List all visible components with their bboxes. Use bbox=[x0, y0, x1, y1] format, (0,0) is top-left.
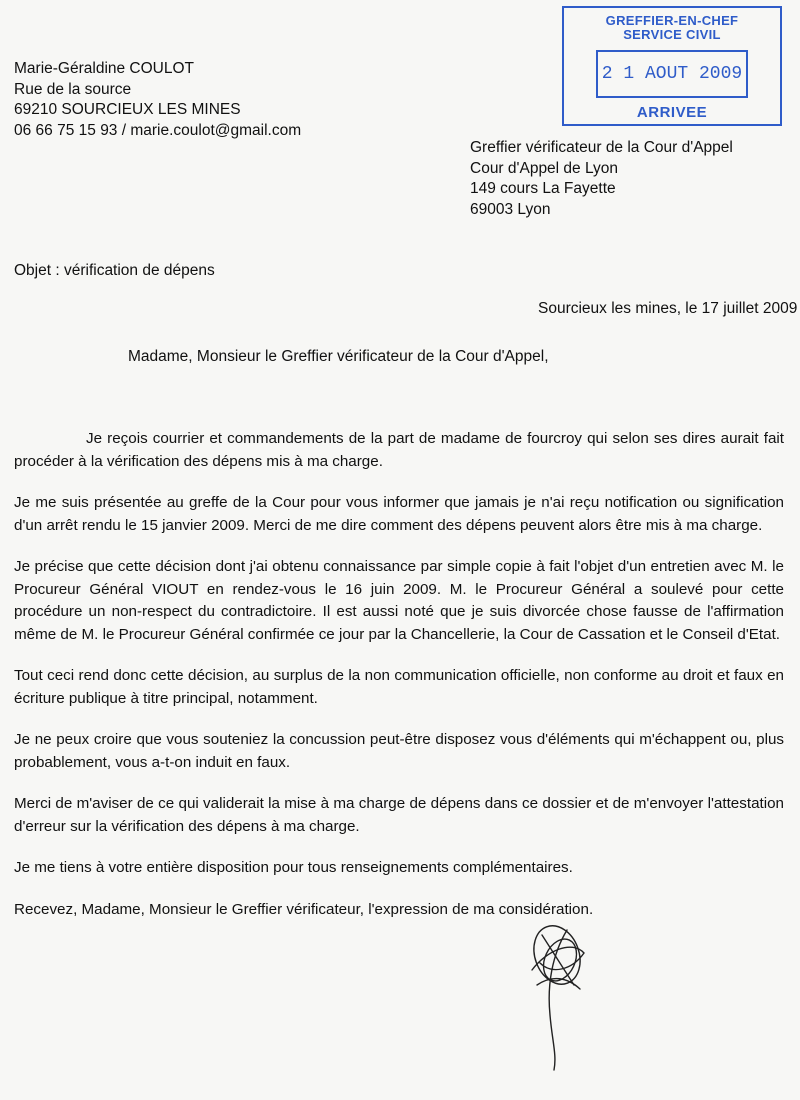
recipient-address bbox=[470, 138, 733, 220]
place-and-date: Sourcieux les mines, le 17 juillet 2009 bbox=[538, 300, 798, 317]
body-paragraph-1: Je reçois courrier et commandements de la part de madame de fourcroy qui selon ses dires aurait fait procéder à la vérification des dépens mis à ma charge. bbox=[14, 430, 784, 470]
body-paragraph-3: Je précise que cette décision dont j'ai obtenu connaissance par simple copie à fait l'objet d'un entretien avec M. le Procureur Général VIOUT en rendez-vous le 16 juin 2009. M. le Procureur Général a soulevé pour cette procédure un non-respect du contradictoire. Il est aussi noté que je suis divorcée chose fausse de l'affirmation même de M. le Procureur Général confirmée ce jour par la Chancellerie, la Cour de Cassation et le Conseil d'Etat. bbox=[14, 558, 784, 643]
recipient-line-3: 149 cours La Fayette bbox=[470, 180, 616, 197]
salutation: Madame, Monsieur le Greffier vérificateur de la Cour d'Appel, bbox=[128, 348, 549, 365]
body-paragraph-7: Je me tiens à votre entière disposition pour tous renseignements complémentaires. bbox=[14, 859, 573, 876]
stamp-status: ARRIVEE bbox=[636, 104, 708, 121]
stamp-line-1: GREFFIER-EN-CHEF bbox=[605, 13, 739, 28]
sender-contact: 06 66 75 15 93 / marie.coulot@gmail.com bbox=[14, 121, 302, 139]
recipient-line-1: Greffier vérificateur de la Cour d'Appel bbox=[470, 139, 733, 156]
stamp-date: 2 1 AOUT 2009 bbox=[596, 50, 748, 98]
sender-address bbox=[14, 59, 301, 141]
recipient-line-2: Cour d'Appel de Lyon bbox=[470, 159, 619, 177]
reception-stamp bbox=[562, 6, 782, 126]
stamp-header bbox=[564, 14, 780, 42]
body-paragraph-6: Merci de m'aviser de ce qui validerait la mise à ma charge de dépens dans ce dossier et de m'envoyer l'attestation d'erreur sur la vérification des dépens à ma charge. bbox=[14, 795, 784, 835]
body-paragraph-2: Je me suis présentée au greffe de la Cour pour vous informer que jamais je n'ai reçu notification ou signification d'un arrêt rendu le 15 janvier 2009. Merci de me dire comment des dépens peuvent alors être mis à ma charge. bbox=[14, 494, 784, 534]
stamp-line-2: SERVICE CIVIL bbox=[623, 27, 721, 42]
sender-name: Marie-Géraldine COULOT bbox=[14, 60, 195, 77]
body-paragraph-4: Tout ceci rend donc cette décision, au surplus de la non communication officielle, non conforme au droit et faux en écriture publique à titre principal, notamment. bbox=[14, 667, 784, 707]
letter-subject: Objet : vérification de dépens bbox=[14, 262, 215, 279]
body-paragraph-5: Je ne peux croire que vous souteniez la concussion peut-être disposez vous d'éléments qui m'échappent ou, plus probablement, vous a-t-on induit en faux. bbox=[14, 731, 784, 771]
handwritten-signature bbox=[512, 915, 602, 1075]
body-paragraph-8: Recevez, Madame, Monsieur le Greffier vérificateur, l'expression de ma considération. bbox=[14, 900, 594, 918]
letter-body bbox=[14, 428, 784, 940]
sender-city: 69210 SOURCIEUX LES MINES bbox=[14, 101, 241, 118]
sender-street: Rue de la source bbox=[14, 80, 132, 98]
recipient-line-4: 69003 Lyon bbox=[470, 200, 551, 218]
